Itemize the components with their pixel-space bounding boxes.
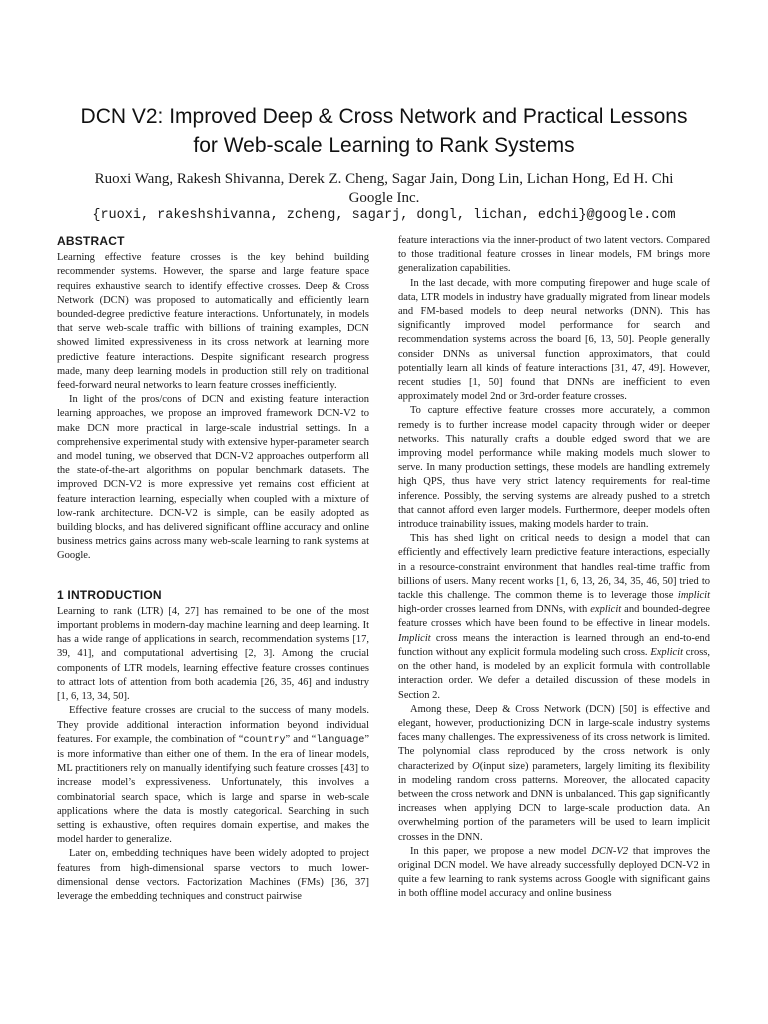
em-implicit: implicit bbox=[677, 590, 710, 602]
intro-p2-text-c: ” is more informative than either one of them. In the era of linear models, ML practitioners rely on manually identifying such feature crosses [43] to increase model’s expressiveness. Unfortunately, this involves a combinatorial search space, which is large and sparse in web-scale applications where the data is mostly categorical. Searching in such setting is exhaustive, often requires domain expertise, and makes the model harder to generalize. bbox=[57, 733, 370, 846]
intro-p7-text-b: (input size) parameters, largely limiting its flexibility in modeling random cross patterns. Moreover, the allocated capacity between the cross network and DNN is unbalanced. This gap significantly increases when applying DCN to large-scale production data. An overwhelming portion of the parameters will be used to learn implicit crosses in the DNN. bbox=[398, 760, 710, 843]
intro-p7-text-a: Among these, Deep & Cross Network (DCN) [50] is effective and elegant, however, productionizing DCN in large-scale industry systems faces many challenges. The expressiveness of its cross network is limited. The polynomial class reproduced by the cross network is only characterized by bbox=[398, 703, 710, 772]
intro-p8-text-b: that improves the original DCN model. We have already successfully deployed DCN-V2 in quite a few learning to rank systems across Google with significant gains in both offline model accuracy and online business bbox=[398, 845, 710, 900]
intro-p2-text-b: ” and “ bbox=[285, 733, 317, 745]
em-explicit: explicit bbox=[590, 604, 622, 616]
intro-p2-text-a: Effective feature crosses are crucial to the success of many models. They provide additional interaction information beyond individual features. For example, the combination of “ bbox=[57, 705, 369, 745]
affiliation: Google Inc. bbox=[348, 190, 420, 206]
intro-paragraph-3: Later on, embedding techniques have been widely adopted to project features from high-dimensional sparse vectors to much lower-dimensional dense vectors. Factorization Machines (FMs) [36, 37] leverage the embedding techniques and construct pairwise bbox=[57, 848, 369, 902]
em-explicit-2: Explicit bbox=[650, 646, 683, 658]
right-column bbox=[398, 234, 710, 902]
paper-title bbox=[40, 102, 728, 160]
intro-paragraph-1: Learning to rank (LTR) [4, 27] has remained to be one of the most important problems in modern-day machine learning and deep learning. It has a wide range of applications in search, recommendation systems [17, 39, 41], and computational advertising [2, 3]. Among the crucial components of LTR models, learning effective feature crosses continues to attract lots of attention from both academia [26, 35, 46] and industry [1, 6, 13, 34, 50]. bbox=[57, 605, 369, 703]
code-language: language bbox=[316, 734, 365, 746]
intro-p6-text-a: This has shed light on critical needs to design a model that can efficiently and effectively learn predictive feature interactions, especially in a resource-constraint environment that handles real-time traffic from billions of users. Many recent works [1, 6, 13, 26, 34, 35, 46, 50] tried to tackle this challenge. The common theme is to leverage those bbox=[398, 533, 710, 602]
title-line-1: DCN V2: Improved Deep & Cross Network and Practical Lessons bbox=[80, 105, 688, 128]
em-implicit-2: Implicit bbox=[398, 632, 431, 644]
em-dcn-v2: DCN-V2 bbox=[591, 845, 629, 857]
intro-p6-text-b: high-order crosses learned from DNNs, with bbox=[398, 604, 591, 616]
intro-p6-text-e: cross, on the other hand, is modeled by an explicit formula with controllable interaction order. We defer a detailed discussion of these models in Section 2. bbox=[398, 646, 710, 701]
intro-paragraph-8 bbox=[398, 845, 710, 902]
intro-paragraph-4: In the last decade, with more computing firepower and huge scale of data, LTR models in industry have gradually migrated from linear models and FM-based models to deep neural networks (DNN). This has significantly improved model performance for search and recommendation systems across the board [6, 13, 50]. People generally consider DNNs as universal function approximators, that could potentially learn all kinds of feature interactions [31, 47, 49]. However, recent studies [1, 50] found that DNNs are inefficient to even approximately model 2nd or 3rd-order feature crosses. bbox=[398, 277, 710, 403]
math-big-o: O bbox=[472, 760, 480, 772]
intro-p8-text-a: In this paper, we propose a new model bbox=[410, 845, 592, 857]
intro-p6-text-c: and bounded-degree feature crosses which have been found to be effective in linear models. bbox=[398, 604, 711, 630]
author-list: Ruoxi Wang, Rakesh Shivanna, Derek Z. Cheng, Sagar Jain, Dong Lin, Lichan Hong, Ed H. Chi bbox=[94, 171, 674, 187]
code-country: country bbox=[243, 734, 286, 746]
abstract-paragraph-1: Learning effective feature crosses is the key behind building recommender systems. However, the sparse and large feature space requires exhaustive search to identify effective crosses. Deep & Cross Network (DCN) was proposed to automatically and efficiently learn bounded-degree predictive feature interactions. Unfortunately, in models that serve web-scale traffic with billions of training examples, DCN showed limited expressiveness in its cross network at learning more predictive feature interactions. Despite significant research progress made, many deep learning models in production still rely on traditional feed-forward neural networks to learn feature crosses inefficiently. bbox=[57, 252, 369, 392]
intro-paragraph-7 bbox=[398, 703, 710, 845]
abstract-paragraph-2: In light of the pros/cons of DCN and existing feature interaction learning approaches, we propose an improved framework DCN-V2 to make DCN more practical in large-scale industrial settings. In a comprehensive experimental study with extensive hyper-parameter search and model tuning, we observed that DCN-V2 approaches outperform all the state-of-the-art algorithms on popular benchmark datasets. The improved DCN-V2 is more expressive yet remains cost efficient at feature interaction learning, especially when coupled with a mixture of low-rank architecture. DCN-V2 is simple, can be easily adopted as building blocks, and has delivered significant offline accuracy and online business metrics gains across many web-scale learning to rank systems at Google. bbox=[57, 394, 369, 562]
intro-p6-text-d: cross means the interaction is learned through an end-to-end function without any explicit formula modeling such cross. bbox=[398, 632, 710, 658]
author-emails: {ruoxi, rakeshshivanna, zcheng, sagarj, dongl, lichan, edchi}@google.com bbox=[92, 208, 676, 223]
left-column bbox=[57, 232, 369, 904]
introduction-heading: 1 INTRODUCTION bbox=[57, 587, 162, 602]
intro-paragraph-3-continued: feature interactions via the inner-product of two latent vectors. Compared to those traditional feature crosses in linear models, FM brings more generalization capabilities. bbox=[398, 235, 710, 275]
title-line-2: for Web-scale Learning to Rank Systems bbox=[193, 134, 575, 157]
intro-paragraph-6 bbox=[398, 532, 710, 702]
intro-paragraph-5: To capture effective feature crosses more accurately, a common remedy is to further increase model capacity through wider or deeper networks. This naturally crafts a double edged sword that we are improving model performance while making models much slower to serve. In many production settings, these models are handling extremely high QPS, thus have very strict latency requirements for real-time inference. Possibly, the serving systems are already pushed to a stretch that cannot afford even larger models. Furthermore, deeper models often introduce trainability issues, making models harder to train. bbox=[398, 405, 710, 531]
abstract-heading: ABSTRACT bbox=[57, 234, 125, 248]
intro-paragraph-2 bbox=[57, 704, 369, 847]
